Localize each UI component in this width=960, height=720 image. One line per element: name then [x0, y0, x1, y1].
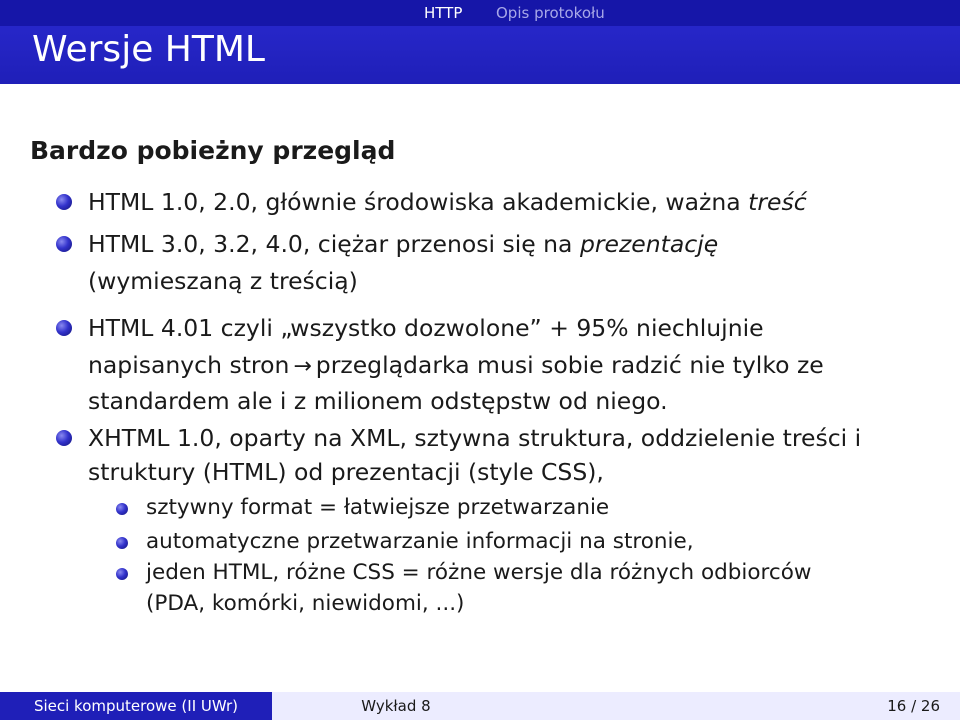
bullet-text: standardem ale i z milionem odstępstw od niego. — [88, 387, 668, 415]
nav-item-opis-protokolu[interactable]: Opis protokołu — [496, 4, 605, 22]
bullet-ball-icon — [56, 194, 72, 210]
bullet-text: HTML 3.0, 3.2, 4.0, ciężar przenosi się na prezentację — [88, 230, 719, 258]
sub-bullet-text: automatyczne przetwarzanie informacji na stronie, — [146, 529, 694, 554]
bullet-text: (wymieszaną z treścią) — [88, 267, 358, 295]
sub-bullet-text: (PDA, komórki, niewidomi, ...) — [146, 591, 465, 616]
section-nav — [0, 0, 960, 26]
page-number: 16 / 26 — [887, 697, 940, 715]
sub-bullet-ball-icon — [116, 568, 128, 580]
nav-item-http[interactable]: HTTP — [424, 4, 463, 22]
section-heading: Bardzo pobieżny przegląd — [30, 136, 396, 165]
sub-bullet-text: jeden HTML, różne CSS = różne wersje dla różnych odbiorców — [146, 560, 812, 585]
bullet-ball-icon — [56, 430, 72, 446]
footer-lecture: Wykład 8 — [272, 692, 520, 720]
slide-title: Wersje HTML — [32, 29, 265, 70]
footer-page — [520, 692, 960, 720]
slide-footer — [0, 692, 960, 720]
bullet-ball-icon — [56, 236, 72, 252]
bullet-text: struktury (HTML) od prezentacji (style CSS), — [88, 458, 604, 486]
sub-bullet-ball-icon — [116, 537, 128, 549]
bullet-text: HTML 4.01 czyli „wszystko dozwolone” + 95% niechlujnie — [88, 314, 764, 342]
footer-course: Sieci komputerowe (II UWr) — [0, 692, 272, 720]
sub-bullet-text: sztywny format = łatwiejsze przetwarzanie — [146, 495, 610, 520]
arrow-right-icon: → — [293, 354, 312, 379]
bullet-text: XHTML 1.0, oparty na XML, sztywna struktura, oddzielenie treści i — [88, 424, 862, 452]
sub-bullet-ball-icon — [116, 503, 128, 515]
bullet-text: HTML 1.0, 2.0, głównie środowiska akademickie, ważna treść — [88, 188, 807, 216]
slide-header — [0, 0, 960, 84]
bullet-ball-icon — [56, 320, 72, 336]
bullet-text: napisanych stron → przeglądarka musi sobie radzić nie tylko ze — [88, 351, 824, 379]
